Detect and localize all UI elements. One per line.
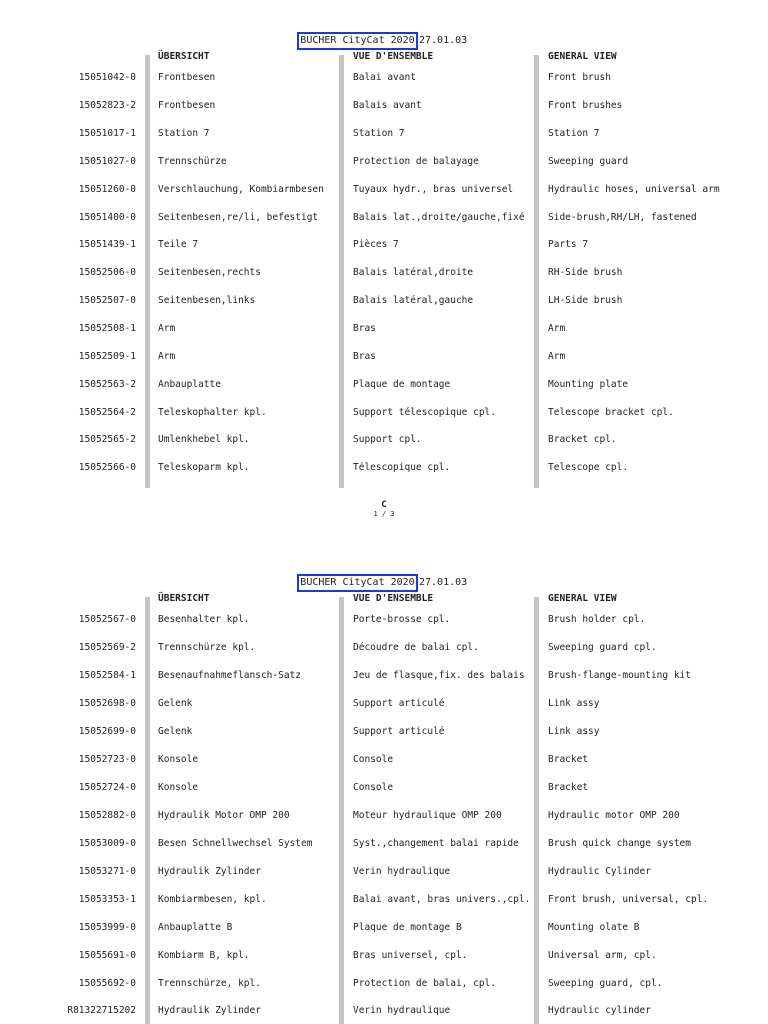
table-row: [0, 725, 768, 745]
description-english: Sweeping guard, cpl.: [548, 978, 663, 989]
description-german: Teile 7: [158, 239, 199, 250]
part-number: 15051260-0: [78, 184, 136, 195]
column-header-english: GENERAL VIEW: [548, 593, 617, 604]
table-row: [0, 406, 768, 426]
part-number: 15052507-0: [78, 295, 136, 306]
description-english: Station 7: [548, 128, 600, 139]
description-english: Front brush: [548, 72, 611, 83]
description-english: Bracket: [548, 782, 589, 793]
description-french: Tuyaux hydr., bras universel: [353, 184, 514, 195]
description-german: Frontbesen: [158, 72, 216, 83]
part-number: 15052563-2: [78, 379, 136, 390]
description-german: Arm: [158, 323, 176, 334]
description-english: Brush quick change system: [548, 838, 691, 849]
description-english: Side-brush,RH/LH, fastened: [548, 212, 697, 223]
part-number: 15052566-0: [78, 462, 136, 473]
description-french: Balai avant, bras univers.,cpl.: [353, 894, 531, 905]
table-row: [0, 99, 768, 119]
description-german: Anbauplatte B: [158, 922, 233, 933]
description-german: Konsole: [158, 754, 199, 765]
part-number: 15053999-0: [78, 922, 136, 933]
description-french: Support télescopique cpl.: [353, 407, 496, 418]
description-french: Bras: [353, 351, 376, 362]
table-row: [0, 350, 768, 370]
description-french: Plaque de montage B: [353, 922, 462, 933]
table-row: [0, 865, 768, 885]
part-number: 15053353-1: [78, 894, 136, 905]
part-number: 15052698-0: [78, 698, 136, 709]
description-german: Trennschürze, kpl.: [158, 978, 261, 989]
document-title: BUCHER CityCat 2020: [297, 574, 418, 592]
description-french: Protection de balayage: [353, 156, 479, 167]
description-german: Gelenk: [158, 726, 193, 737]
part-number: 15052584-1: [78, 670, 136, 681]
description-german: Seitenbesen,re/li, befestigt: [158, 212, 319, 223]
description-french: Moteur hydraulique OMP 200: [353, 810, 502, 821]
description-german: Teleskoparm kpl.: [158, 462, 250, 473]
description-english: Hydraulic motor OMP 200: [548, 810, 680, 821]
description-english: Sweeping guard: [548, 156, 629, 167]
table-row: [0, 837, 768, 857]
description-french: Support articulé: [353, 698, 445, 709]
table-row: [0, 211, 768, 231]
description-english: Bracket: [548, 754, 589, 765]
part-number: 15052823-2: [78, 100, 136, 111]
part-number: 15052723-0: [78, 754, 136, 765]
part-number: 15052882-0: [78, 810, 136, 821]
table-row: [0, 781, 768, 801]
description-french: Balais latéral,gauche: [353, 295, 474, 306]
description-french: Support articulé: [353, 726, 445, 737]
part-number: 15055692-0: [78, 978, 136, 989]
part-number: 15053271-0: [78, 866, 136, 877]
description-french: Balai avant: [353, 72, 416, 83]
description-german: Hydraulik Zylinder: [158, 1005, 261, 1016]
description-french: Verin hydraulique: [353, 866, 451, 877]
part-number: 15051027-0: [78, 156, 136, 167]
column-header-french: VUE D'ENSEMBLE: [353, 51, 434, 62]
description-english: Universal arm, cpl.: [548, 950, 657, 961]
document-date: 27.01.03: [419, 35, 468, 46]
description-english: Arm: [548, 323, 566, 334]
description-english: Sweeping guard cpl.: [548, 642, 657, 653]
table-row: [0, 238, 768, 258]
description-german: Station 7: [158, 128, 210, 139]
parts-list-page-1: [0, 31, 768, 531]
description-german: Besen Schnellwechsel System: [158, 838, 313, 849]
column-header-french: VUE D'ENSEMBLE: [353, 593, 434, 604]
description-german: Teleskophalter kpl.: [158, 407, 267, 418]
description-german: Seitenbesen,links: [158, 295, 256, 306]
document-date: 27.01.03: [419, 577, 468, 588]
part-number: 15051439-1: [78, 239, 136, 250]
part-number: 15051400-0: [78, 212, 136, 223]
description-english: Arm: [548, 351, 566, 362]
table-row: [0, 433, 768, 453]
part-number: 15052506-0: [78, 267, 136, 278]
table-row: [0, 613, 768, 633]
description-english: Bracket cpl.: [548, 434, 617, 445]
page-header: [0, 573, 768, 593]
column-header-german: ÜBERSICHT: [158, 51, 210, 62]
description-french: Pièces 7: [353, 239, 399, 250]
table-row: [0, 127, 768, 147]
part-number: 15052699-0: [78, 726, 136, 737]
part-number: 15052569-2: [78, 642, 136, 653]
description-german: Arm: [158, 351, 176, 362]
description-german: Frontbesen: [158, 100, 216, 111]
part-number: 15052724-0: [78, 782, 136, 793]
description-french: Jeu de flasque,fix. des balais: [353, 670, 525, 681]
description-german: Seitenbesen,rechts: [158, 267, 261, 278]
table-row: [0, 809, 768, 829]
description-french: Découdre de balai cpl.: [353, 642, 479, 653]
description-german: Verschlauchung, Kombiarmbesen: [158, 184, 324, 195]
part-number: 15052508-1: [78, 323, 136, 334]
description-french: Bras universel, cpl.: [353, 950, 468, 961]
page-header: [0, 31, 768, 51]
table-row: [0, 1004, 768, 1024]
part-number: 15055691-0: [78, 950, 136, 961]
table-row: [0, 753, 768, 773]
description-english: Hydraulic hoses, universal arm: [548, 184, 720, 195]
part-number: 15052564-2: [78, 407, 136, 418]
table-row: [0, 697, 768, 717]
table-row: [0, 71, 768, 91]
description-german: Anbauplatte: [158, 379, 221, 390]
table-row: [0, 669, 768, 689]
part-number: R81322715202: [67, 1005, 136, 1016]
description-english: Mounting plate: [548, 379, 629, 390]
description-german: Trennschürze kpl.: [158, 642, 256, 653]
description-german: Besenhalter kpl.: [158, 614, 250, 625]
description-english: RH-Side brush: [548, 267, 623, 278]
description-french: Support cpl.: [353, 434, 422, 445]
description-french: Balais avant: [353, 100, 422, 111]
table-row: [0, 266, 768, 286]
part-number: 15051042-0: [78, 72, 136, 83]
description-english: Hydraulic Cylinder: [548, 866, 651, 877]
description-english: Brush holder cpl.: [548, 614, 646, 625]
description-english: Hydraulic cylinder: [548, 1005, 651, 1016]
description-german: Hydraulik Zylinder: [158, 866, 261, 877]
description-french: Console: [353, 754, 394, 765]
description-german: Besenaufnahmeflansch-Satz: [158, 670, 301, 681]
table-row: [0, 378, 768, 398]
description-english: Link assy: [548, 726, 600, 737]
description-french: Porte-brosse cpl.: [353, 614, 451, 625]
description-german: Kombiarm B, kpl.: [158, 950, 250, 961]
description-french: Bras: [353, 323, 376, 334]
description-english: Link assy: [548, 698, 600, 709]
table-row: [0, 461, 768, 481]
description-english: Parts 7: [548, 239, 589, 250]
page-section-letter: C: [381, 500, 387, 510]
part-number: 15051017-1: [78, 128, 136, 139]
description-german: Trennschürze: [158, 156, 227, 167]
description-english: Brush-flange-mounting kit: [548, 670, 691, 681]
description-english: LH-Side brush: [548, 295, 623, 306]
page-footer: [0, 500, 768, 519]
description-french: Verin hydraulique: [353, 1005, 451, 1016]
document-title: BUCHER CityCat 2020: [297, 32, 418, 50]
description-english: Mounting olate B: [548, 922, 640, 933]
description-english: Telescope bracket cpl.: [548, 407, 674, 418]
page-number: 1 / 3: [373, 510, 395, 518]
description-english: Front brushes: [548, 100, 623, 111]
column-header-german: ÜBERSICHT: [158, 593, 210, 604]
description-german: Konsole: [158, 782, 199, 793]
table-row: [0, 322, 768, 342]
table-row: [0, 155, 768, 175]
description-german: Umlenkhebel kpl.: [158, 434, 250, 445]
table-row: [0, 977, 768, 997]
description-french: Télescopique cpl.: [353, 462, 451, 473]
part-number: 15053009-0: [78, 838, 136, 849]
description-german: Kombiarmbesen, kpl.: [158, 894, 267, 905]
table-row: [0, 949, 768, 969]
description-french: Balais latéral,droite: [353, 267, 474, 278]
table-row: [0, 294, 768, 314]
part-number: 15052509-1: [78, 351, 136, 362]
description-german: Hydraulik Motor OMP 200: [158, 810, 290, 821]
column-header-english: GENERAL VIEW: [548, 51, 617, 62]
table-row: [0, 921, 768, 941]
description-french: Station 7: [353, 128, 405, 139]
parts-list-page-2: [0, 573, 768, 1024]
description-french: Console: [353, 782, 394, 793]
description-french: Syst.,changement balai rapide: [353, 838, 519, 849]
description-german: Gelenk: [158, 698, 193, 709]
description-french: Plaque de montage: [353, 379, 451, 390]
description-french: Balais lat.,droite/gauche,fixé: [353, 212, 525, 223]
description-english: Telescope cpl.: [548, 462, 629, 473]
description-french: Protection de balai, cpl.: [353, 978, 496, 989]
table-row: [0, 893, 768, 913]
part-number: 15052567-0: [78, 614, 136, 625]
table-row: [0, 641, 768, 661]
part-number: 15052565-2: [78, 434, 136, 445]
table-row: [0, 183, 768, 203]
description-english: Front brush, universal, cpl.: [548, 894, 709, 905]
